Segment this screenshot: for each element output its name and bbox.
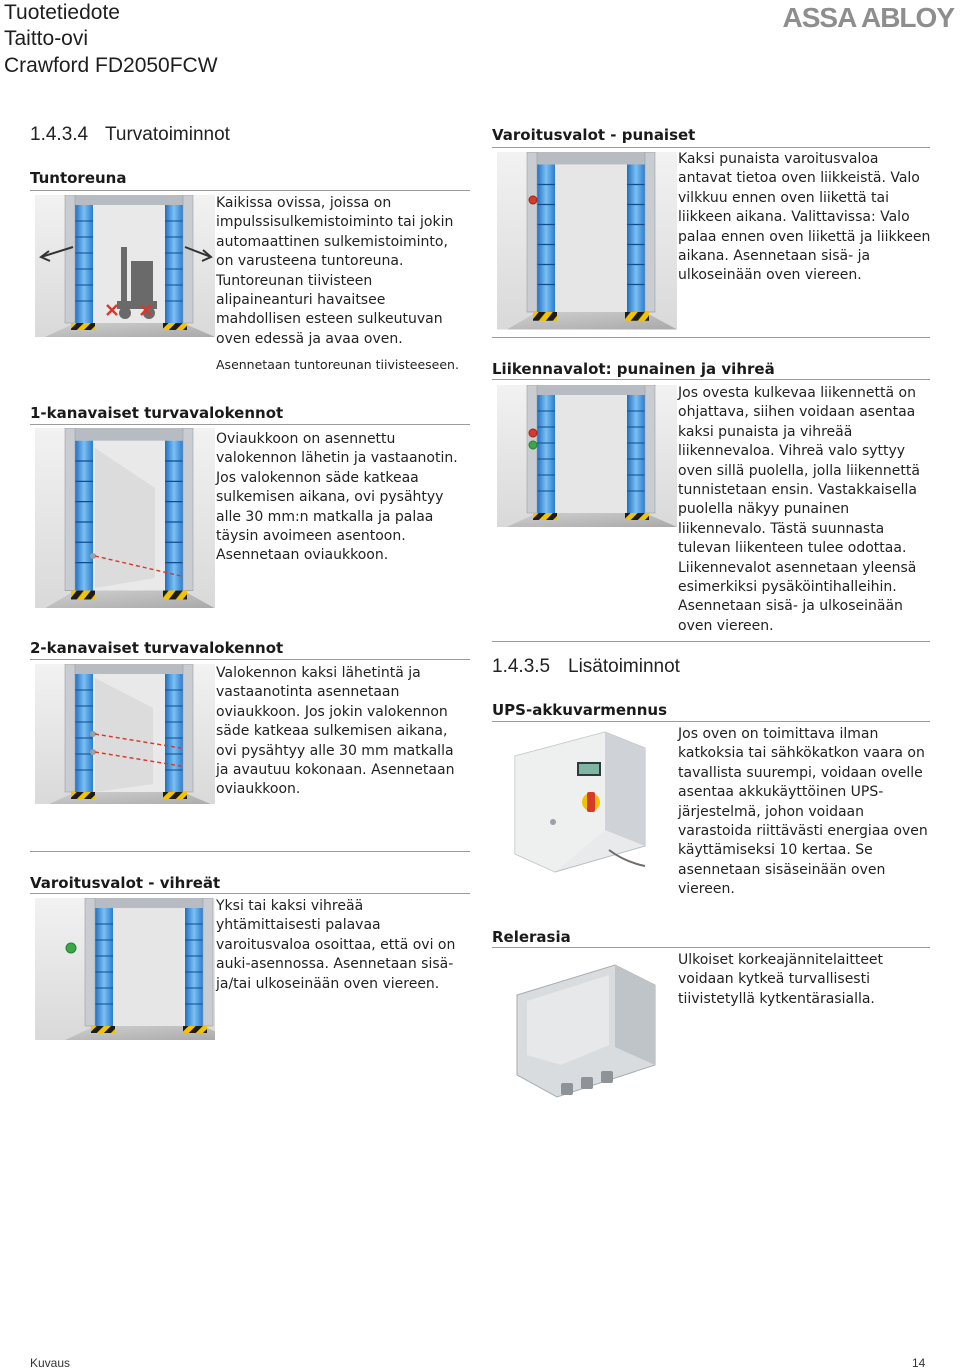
red-lights-heading: Varoitusvalot - punaiset bbox=[492, 126, 696, 144]
traffic-lights-text: Jos ovesta kulkevaa liikennettä on ohjattava, siihen voidaan asentaa kaksi punaista ja vihreää liikennevaloa. Vihreä valo syttyy oven sillä puolella, jolla liikennettä tunnistetaan ensin. Vastakkaisella puolella näkyy punainen liikennevalo. Tästä suunnasta tulevan liikenteen tulee odottaa. Liikennevalot asennetaan yleensä esimerkiksi pysäköintihalleihin. Asennetaan sisä- ja ulkoseinään oven viereen. bbox=[678, 385, 920, 634]
divider bbox=[30, 424, 470, 425]
divider bbox=[492, 147, 930, 148]
divider bbox=[492, 379, 930, 380]
traffic-lights-heading: Liikennavalot: punainen ja vihreä bbox=[492, 360, 775, 378]
product-category: Taitto-ovi bbox=[4, 27, 89, 50]
tuntoreuna-illustration bbox=[35, 195, 215, 337]
ups-unit-image bbox=[505, 726, 665, 876]
channel1-heading: 1-kanavaiset turvavalokennot bbox=[30, 404, 284, 422]
divider bbox=[30, 893, 470, 894]
traffic-lights-illustration bbox=[497, 385, 677, 527]
section-number: 1.4.3.5 bbox=[492, 656, 551, 677]
section-title: Lisätoiminnot bbox=[568, 656, 680, 677]
divider bbox=[492, 947, 930, 948]
footer-label: Kuvaus bbox=[30, 1356, 71, 1370]
tuntoreuna-heading: Tuntoreuna bbox=[30, 169, 127, 187]
section-title: Turvatoiminnot bbox=[105, 124, 230, 145]
tuntoreuna-text: Kaikissa ovissa, joissa on impulssisulkemistoiminto tai jokin automaattinen sulkemistoiminto, on varusteena tuntoreuna. Tuntoreunan tiivisteen alipaineanturi havaitsee mahdollisen esteen sulkeutuvan oven edessä ja avaa oven. bbox=[216, 195, 454, 347]
divider bbox=[30, 659, 470, 660]
relay-box-image bbox=[505, 955, 665, 1105]
doc-type: Tuotetiedote bbox=[4, 1, 120, 24]
channel1-text: Oviaukkoon on asennettu valokennon lähetin ja vastaanotin. Jos valokennon säde katkeaa sulkemisen aikana, ovi pysähtyy alle 30 mm:n matkalla ja palaa täysin avoimeen asentoon. Asennetaan oviaukkoon. bbox=[216, 431, 458, 564]
relerasia-heading: Relerasia bbox=[492, 928, 571, 946]
section-number: 1.4.3.4 bbox=[30, 124, 89, 145]
channel2-text: Valokennon kaksi lähetintä ja vastaanotinta asennetaan oviaukkoon. Jos jokin valokennon säde katkeaa sulkemisen aikana, ovi pysähtyy alle 30 mm matkalla ja avautuu kokonaan. Asennetaan oviaukkoon. bbox=[216, 665, 455, 798]
brand-logo: ASSA ABLOY bbox=[782, 2, 954, 33]
red-lights-text: Kaksi punaista varoitusvaloa antavat tietoa oven liikkeistä. Valo vilkkuu ennen oven liikettä tai liikkeen aikana. Valittavissa: Valo palaa ennen oven liikettä ja liikkeen aikana. Asennetaan sisä- ja ulkoseinään oven viereen. bbox=[678, 151, 931, 284]
channel2-heading: 2-kanavaiset turvavalokennot bbox=[30, 639, 284, 657]
ups-text: Jos oven on toimittava ilman katkoksia tai sähkökatkon vaara on tavallista suurempi, voidaan ovelle asentaa akkukäyttöinen UPS-järjestelmä, johon voidaan varastoida riittävästi energiaa oven käyttämiseksi 10 kertaa. Se asennetaan sisäseinään oven viereen. bbox=[678, 726, 928, 898]
divider bbox=[492, 721, 930, 722]
green-lights-text: Yksi tai kaksi vihreää yhtämittaisesti palavaa varoitusvaloa osoittaa, että ovi on auki-asennossa. Asennetaan sisä- ja/tai ulkoseinään oven viereen. bbox=[216, 898, 456, 992]
divider bbox=[492, 641, 930, 642]
ups-heading: UPS-akkuvarmennus bbox=[492, 701, 668, 719]
green-lights-heading: Varoitusvalot - vihreät bbox=[30, 874, 221, 892]
divider bbox=[30, 851, 470, 852]
divider bbox=[492, 337, 930, 338]
relerasia-text: Ulkoiset korkeajännitelaitteet voidaan kytkeä turvallisesti tiivistetyllä kytkentärasialla. bbox=[678, 952, 884, 1007]
tuntoreuna-note: Asennetaan tuntoreunan tiivisteeseen. bbox=[216, 357, 459, 372]
channel2-illustration bbox=[35, 664, 215, 804]
channel1-illustration bbox=[35, 428, 215, 608]
page-number: 14 bbox=[912, 1356, 926, 1370]
green-lights-illustration bbox=[35, 898, 215, 1040]
red-lights-illustration bbox=[497, 152, 677, 330]
product-model: Crawford FD2050FCW bbox=[4, 54, 218, 77]
divider bbox=[30, 190, 470, 191]
